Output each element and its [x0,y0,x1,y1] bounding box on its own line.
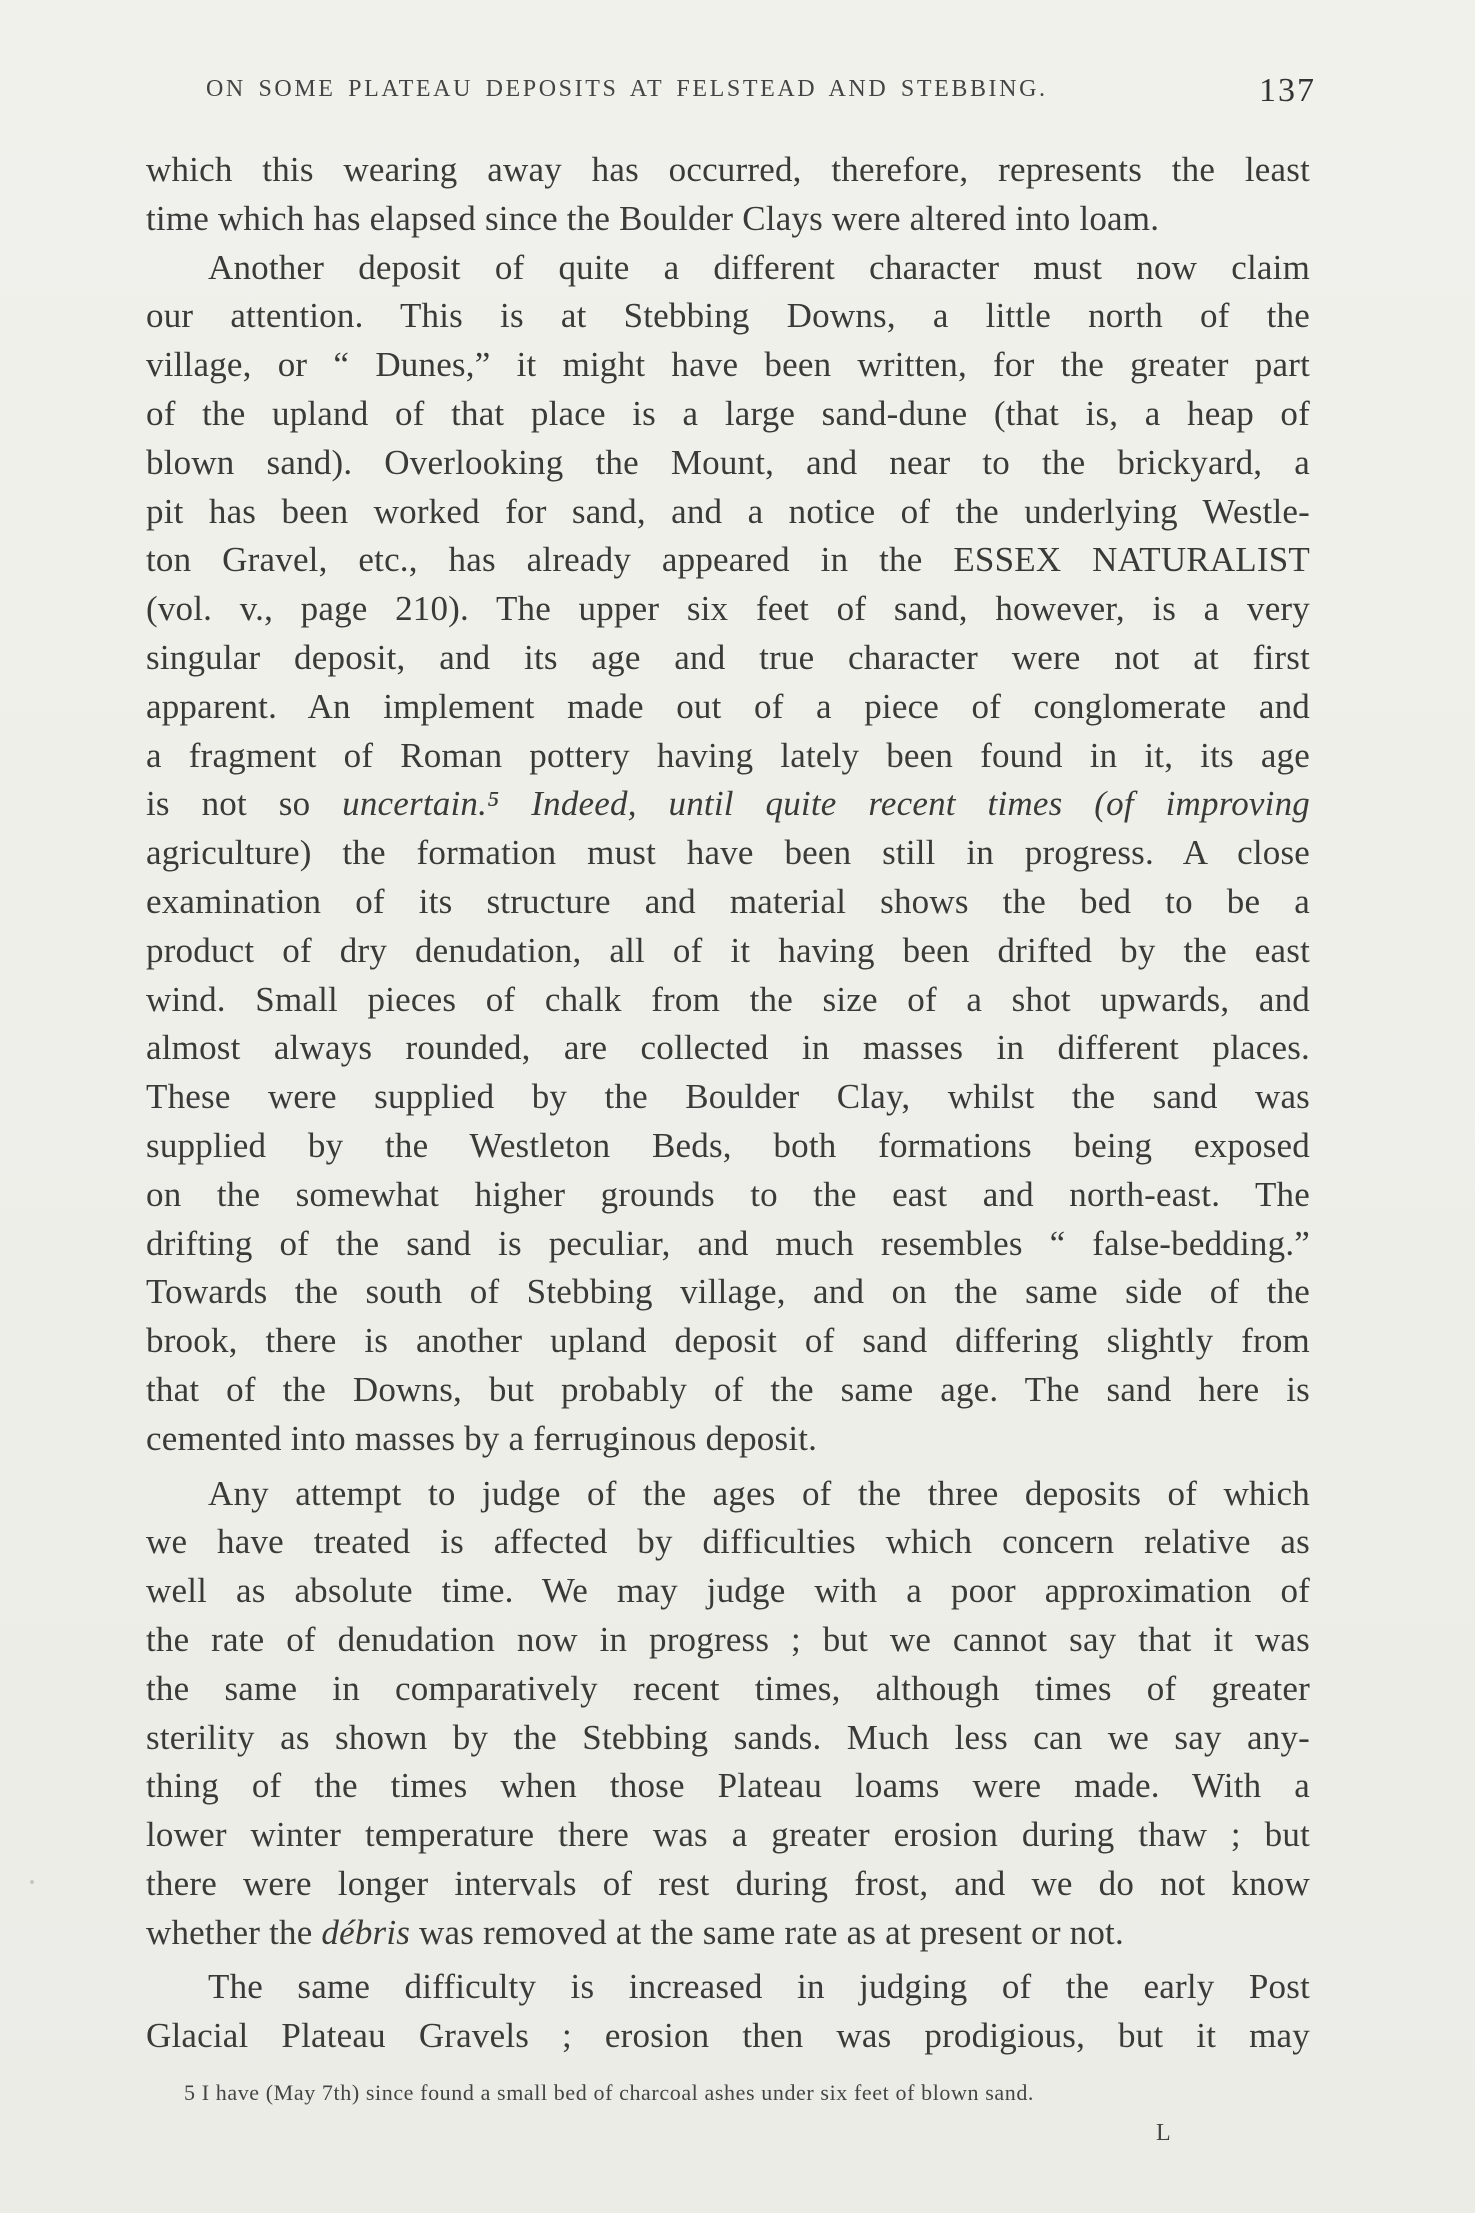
page-number: 137 [1259,72,1316,109]
text-line: blown sand). Overlooking the Mount, and near to the brickyard, a [146,442,1310,482]
text-line: almost always rounded, are collected in masses in different places. [146,1028,1310,1068]
text-line: supplied by the Westleton Beds, both formations being exposed [146,1125,1310,1165]
text-line: on the somewhat higher grounds to the east and north-east. The [146,1174,1310,1214]
text-line: is not so uncertain.⁵ Indeed, until quite recent times (of improving [146,784,1310,824]
text-line: well as absolute time. We may judge with a poor approximation of [146,1571,1310,1611]
text-line: ton Gravel, etc., has already appeared in the ESSEX NATURALIST [146,540,1310,580]
text-line: These were supplied by the Boulder Clay, whilst the sand was [146,1077,1310,1117]
text-line: village, or “ Dunes,” it might have been written, for the greater part [146,345,1310,385]
text-line: apparent. An implement made out of a piece of conglomerate and [146,686,1310,726]
text-line: we have treated is affected by difficulties which concern relative as [146,1522,1310,1562]
text-line: thing of the times when those Plateau loams were made. With a [146,1766,1310,1806]
running-title: ON SOME PLATEAU DEPOSITS AT FELSTEAD AND STEBBING. [206,76,1048,102]
text-line: the rate of denudation now in progress ; but we cannot say that it was [146,1619,1310,1659]
text-line: lower winter temperature there was a greater erosion during thaw ; but [146,1815,1310,1855]
text-line: wind. Small pieces of chalk from the size of a shot upwards, and [146,979,1310,1019]
text-line: examination of its structure and material shows the bed to be a [146,881,1310,921]
text-line: singular deposit, and its age and true character were not at first [146,637,1310,677]
text-line: Glacial Plateau Gravels ; erosion then was prodigious, but it may [146,2016,1310,2056]
text-line: brook, there is another upland deposit of sand differing slightly from [146,1321,1310,1361]
paragraph-start-line: The same difficulty is increased in judging of the early Post [208,1967,1310,2007]
paragraph-start-line: Another deposit of quite a different character must now claim [208,247,1310,287]
text-line: of the upland of that place is a large sand-dune (that is, a heap of [146,393,1310,433]
running-head [206,72,1316,116]
text-line: sterility as shown by the Stebbing sands. Much less can we say any- [146,1717,1310,1757]
text-line: a fragment of Roman pottery having lately been found in it, its age [146,735,1310,775]
footnote: 5 I have (May 7th) since found a small bed of charcoal ashes under six feet of blown sand. [184,2080,1035,2105]
page-speck [30,1880,34,1884]
text-line: there were longer intervals of rest during frost, and we do not know [146,1863,1310,1903]
text-line: Towards the south of Stebbing village, and on the same side of the [146,1272,1310,1312]
text-line: cemented into masses by a ferruginous deposit. [146,1418,818,1458]
text-line: pit has been worked for sand, and a notice of the underlying Westle- [146,491,1310,531]
paragraph-start-line: Any attempt to judge of the ages of the three deposits of which [208,1473,1310,1513]
text-line: whether the débris was removed at the same rate as at present or not. [146,1912,1124,1952]
text-line: the same in comparatively recent times, although times of greater [146,1668,1310,1708]
text-line: (vol. v., page 210). The upper six feet of sand, however, is a very [146,589,1310,629]
text-line: which this wearing away has occurred, therefore, represents the least [146,150,1310,189]
text-line: time which has elapsed since the Boulder Clays were altered into loam. [146,198,1160,238]
text-line: our attention. This is at Stebbing Downs, a little north of the [146,296,1310,336]
text-line: agriculture) the formation must have been still in progress. A close [146,833,1310,873]
text-line: product of dry denudation, all of it having been drifted by the east [146,930,1310,970]
signature-mark: L [1156,2120,1171,2146]
body-text [146,146,1310,2061]
text-line: drifting of the sand is peculiar, and much resembles “ false-bedding.” [146,1223,1310,1263]
text-line: that of the Downs, but probably of the same age. The sand here is [146,1369,1310,1409]
